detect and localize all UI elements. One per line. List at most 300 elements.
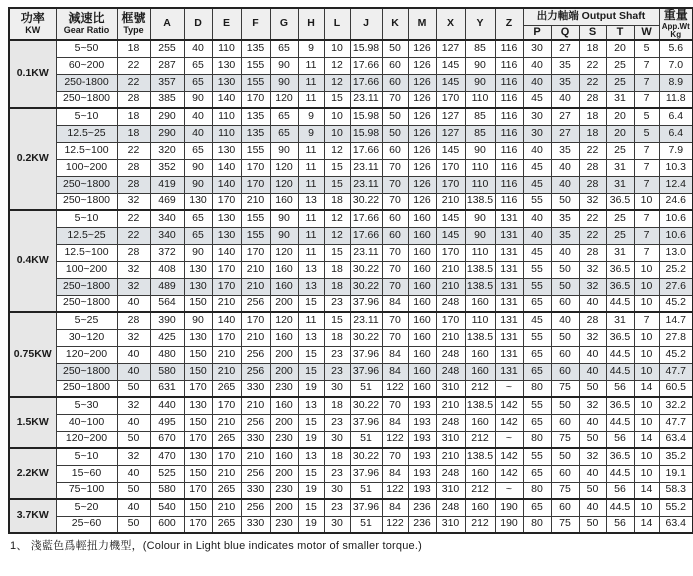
value-cell: 122 (382, 380, 408, 397)
value-cell: 15 (298, 414, 324, 431)
value-cell: 140 (212, 176, 241, 193)
value-cell: 150 (184, 363, 212, 380)
value-cell: 12 (324, 227, 350, 244)
value-cell: 50 (551, 278, 579, 295)
value-cell: 18 (324, 261, 350, 278)
value-cell: 138.5 (465, 329, 495, 346)
value-cell: 230 (270, 380, 298, 397)
value-cell: 90 (270, 57, 298, 74)
gear-ratio-cell: 5~10 (56, 108, 117, 125)
value-cell: 193 (408, 414, 436, 431)
value-cell: 60 (382, 142, 408, 159)
gear-ratio-cell: 15~60 (56, 465, 117, 482)
gear-ratio-cell: 5~10 (56, 210, 117, 227)
value-cell: 135 (241, 40, 270, 57)
value-cell: 155 (241, 210, 270, 227)
value-cell: 425 (150, 329, 184, 346)
value-cell: 90 (184, 244, 212, 261)
value-cell: 19 (298, 431, 324, 448)
value-cell: ~ (495, 380, 523, 397)
value-cell: 160 (465, 295, 495, 312)
value-cell: ~ (495, 482, 523, 499)
value-cell: 22 (117, 142, 150, 159)
value-cell: 85 (465, 108, 495, 125)
value-cell: 525 (150, 465, 184, 482)
value-cell: 75 (551, 380, 579, 397)
value-cell: 50 (551, 329, 579, 346)
value-cell: 130 (184, 261, 212, 278)
value-cell: 330 (241, 431, 270, 448)
value-cell: 70 (382, 448, 408, 465)
value-cell: 7 (634, 74, 659, 91)
gear-ratio-cell: 120~200 (56, 346, 117, 363)
value-cell: 28 (117, 244, 150, 261)
value-cell: 193 (408, 465, 436, 482)
value-cell: 116 (495, 193, 523, 210)
col-header-output-shaft: 出力軸端 Output Shaft (523, 8, 659, 25)
value-cell: 150 (184, 499, 212, 516)
value-cell: 290 (150, 108, 184, 125)
value-cell: 5 (634, 40, 659, 57)
value-cell: 55 (523, 193, 551, 210)
value-cell: 35 (551, 227, 579, 244)
table-row (9, 40, 693, 57)
value-cell: 116 (495, 125, 523, 142)
value-cell: 84 (382, 346, 408, 363)
value-cell: 256 (241, 499, 270, 516)
value-cell: 28 (117, 91, 150, 108)
value-cell: 36.5 (606, 278, 634, 295)
value-cell: 60 (551, 414, 579, 431)
value-cell: 480 (150, 346, 184, 363)
value-cell: 170 (241, 176, 270, 193)
value-cell: 160 (408, 244, 436, 261)
value-cell: 40 (579, 295, 606, 312)
value-cell: 35 (551, 74, 579, 91)
value-cell: 131 (495, 346, 523, 363)
value-cell: 12 (324, 57, 350, 74)
value-cell: 210 (241, 397, 270, 414)
value-cell: 110 (465, 312, 495, 329)
gear-ratio-cell: 250~1800 (56, 176, 117, 193)
value-cell: 50 (551, 448, 579, 465)
value-cell: 310 (436, 516, 465, 533)
value-cell: 84 (382, 499, 408, 516)
value-cell: 36.5 (606, 193, 634, 210)
header-label-zh: 減速比 (68, 11, 105, 26)
table-row (9, 261, 693, 278)
value-cell: 210 (212, 363, 241, 380)
value-cell: 120 (270, 159, 298, 176)
value-cell: 10 (324, 108, 350, 125)
value-cell: 469 (150, 193, 184, 210)
value-cell: 120 (270, 176, 298, 193)
value-cell: 170 (212, 448, 241, 465)
value-cell: 15 (324, 312, 350, 329)
table-row (9, 329, 693, 346)
value-cell: 40 (117, 414, 150, 431)
value-cell: 170 (184, 431, 212, 448)
value-cell: 7 (634, 142, 659, 159)
value-cell: 32 (117, 193, 150, 210)
value-cell: 40 (523, 227, 551, 244)
value-cell: 27 (551, 108, 579, 125)
value-cell: 256 (241, 363, 270, 380)
col-header-weight (659, 8, 693, 40)
value-cell: 110 (465, 176, 495, 193)
value-cell: 126 (408, 176, 436, 193)
value-cell: 14 (634, 380, 659, 397)
value-cell: 15.98 (350, 40, 382, 57)
value-cell: 310 (436, 431, 465, 448)
value-cell: 40 (117, 465, 150, 482)
value-cell: 90 (270, 210, 298, 227)
value-cell: 65 (523, 465, 551, 482)
value-cell: 22 (579, 227, 606, 244)
header-label-en: Type (123, 24, 144, 35)
value-cell: 56 (606, 431, 634, 448)
table-row (9, 74, 693, 91)
value-cell: 65 (270, 125, 298, 142)
value-cell: 212 (465, 482, 495, 499)
value-cell: 65 (270, 40, 298, 57)
table-row (9, 125, 693, 142)
value-cell: 155 (241, 142, 270, 159)
value-cell: 90 (270, 142, 298, 159)
value-cell: 25 (606, 74, 634, 91)
value-cell: 120 (270, 312, 298, 329)
value-cell: 60 (382, 227, 408, 244)
value-cell: 30 (324, 380, 350, 397)
value-cell: 287 (150, 57, 184, 74)
value-cell: 110 (212, 108, 241, 125)
value-cell: 11 (298, 74, 324, 91)
value-cell: 131 (495, 278, 523, 295)
value-cell: 51 (350, 380, 382, 397)
power-cell: 0.4KW (9, 210, 56, 312)
value-cell: 7 (634, 210, 659, 227)
value-cell: 40 (579, 363, 606, 380)
col-header-dim-J: J (350, 8, 382, 40)
value-cell: 210 (241, 193, 270, 210)
value-cell: 440 (150, 397, 184, 414)
col-header-dim-F: F (241, 8, 270, 40)
value-cell: 126 (408, 193, 436, 210)
weight-unit: Kg (670, 29, 682, 39)
value-cell: 44.5 (606, 465, 634, 482)
value-cell: 31 (606, 312, 634, 329)
value-cell: 120 (270, 91, 298, 108)
value-cell: 30 (324, 482, 350, 499)
value-cell: 44.5 (606, 414, 634, 431)
value-cell: 130 (184, 448, 212, 465)
value-cell: 45.2 (659, 295, 693, 312)
value-cell: 18 (324, 193, 350, 210)
value-cell: 50 (551, 193, 579, 210)
value-cell: 55.2 (659, 499, 693, 516)
value-cell: 265 (212, 380, 241, 397)
value-cell: 10 (324, 125, 350, 142)
value-cell: 200 (270, 499, 298, 516)
value-cell: 160 (465, 414, 495, 431)
value-cell: 131 (495, 329, 523, 346)
value-cell: 11 (298, 142, 324, 159)
value-cell: 65 (270, 108, 298, 125)
value-cell: 13 (298, 329, 324, 346)
value-cell: 236 (408, 516, 436, 533)
value-cell: 600 (150, 516, 184, 533)
value-cell: 210 (212, 499, 241, 516)
value-cell: 160 (270, 397, 298, 414)
value-cell: 40 (551, 312, 579, 329)
col-header-shaft-T: T (606, 25, 634, 40)
value-cell: 10 (634, 499, 659, 516)
value-cell: 193 (408, 397, 436, 414)
value-cell: 150 (184, 346, 212, 363)
value-cell: 200 (270, 346, 298, 363)
value-cell: 13 (298, 278, 324, 295)
value-cell: 32 (579, 397, 606, 414)
value-cell: 23.11 (350, 176, 382, 193)
value-cell: 32 (117, 397, 150, 414)
col-header-dim-L: L (324, 8, 350, 40)
value-cell: 248 (436, 295, 465, 312)
value-cell: 44.5 (606, 295, 634, 312)
weight-label-zh: 重量 (663, 8, 688, 23)
value-cell: 138.5 (465, 261, 495, 278)
col-header-shaft-P: P (523, 25, 551, 40)
gear-ratio-cell: 250~1800 (56, 91, 117, 108)
value-cell: 10 (634, 448, 659, 465)
value-cell: 40 (523, 142, 551, 159)
value-cell: 210 (241, 261, 270, 278)
value-cell: 131 (495, 244, 523, 261)
value-cell: 55 (523, 261, 551, 278)
gear-ratio-cell: 12.5~100 (56, 142, 117, 159)
value-cell: 24.6 (659, 193, 693, 210)
value-cell: 17.66 (350, 74, 382, 91)
value-cell: 200 (270, 414, 298, 431)
value-cell: 75 (551, 516, 579, 533)
value-cell: 47.7 (659, 363, 693, 380)
value-cell: 17.66 (350, 210, 382, 227)
value-cell: 50 (382, 108, 408, 125)
value-cell: 19 (298, 516, 324, 533)
value-cell: 5.6 (659, 40, 693, 57)
value-cell: 110 (465, 159, 495, 176)
value-cell: 17.66 (350, 142, 382, 159)
value-cell: 40 (579, 499, 606, 516)
value-cell: 142 (495, 414, 523, 431)
power-cell: 0.1KW (9, 40, 56, 108)
value-cell: 84 (382, 295, 408, 312)
col-header-dim-G: G (270, 8, 298, 40)
value-cell: 23 (324, 465, 350, 482)
value-cell: 50 (551, 397, 579, 414)
value-cell: 116 (495, 74, 523, 91)
value-cell: 193 (408, 448, 436, 465)
gear-ratio-cell: 250~1800 (56, 363, 117, 380)
value-cell: 127 (436, 108, 465, 125)
value-cell: 32 (579, 278, 606, 295)
value-cell: 170 (436, 244, 465, 261)
value-cell: 170 (184, 380, 212, 397)
value-cell: 210 (212, 414, 241, 431)
value-cell: 110 (212, 125, 241, 142)
table-header (9, 8, 693, 40)
value-cell: 55 (523, 329, 551, 346)
value-cell: 28 (579, 312, 606, 329)
table-row (9, 227, 693, 244)
value-cell: 40 (184, 40, 212, 57)
value-cell: 126 (408, 74, 436, 91)
value-cell: 160 (408, 312, 436, 329)
value-cell: 17.66 (350, 227, 382, 244)
col-header-dim-K: K (382, 8, 408, 40)
value-cell: 50 (579, 380, 606, 397)
value-cell: 248 (436, 363, 465, 380)
value-cell: 28 (117, 159, 150, 176)
value-cell: 36.5 (606, 261, 634, 278)
power-cell: 2.2KW (9, 448, 56, 499)
value-cell: 580 (150, 363, 184, 380)
value-cell: 55 (523, 278, 551, 295)
value-cell: 70 (382, 91, 408, 108)
value-cell: 14 (634, 516, 659, 533)
value-cell: 160 (408, 380, 436, 397)
value-cell: 495 (150, 414, 184, 431)
value-cell: 40 (523, 57, 551, 74)
value-cell: 155 (241, 57, 270, 74)
value-cell: 13.0 (659, 244, 693, 261)
value-cell: 19 (298, 482, 324, 499)
value-cell: 385 (150, 91, 184, 108)
value-cell: 11 (298, 312, 324, 329)
value-cell: 9 (298, 125, 324, 142)
value-cell: 40 (184, 125, 212, 142)
value-cell: 265 (212, 482, 241, 499)
value-cell: 140 (212, 91, 241, 108)
value-cell: 70 (382, 329, 408, 346)
value-cell: 290 (150, 125, 184, 142)
value-cell: 13 (298, 261, 324, 278)
value-cell: 210 (436, 278, 465, 295)
value-cell: 142 (495, 465, 523, 482)
value-cell: 45 (523, 176, 551, 193)
value-cell: 116 (495, 40, 523, 57)
value-cell: 120 (270, 244, 298, 261)
gear-ratio-cell: 100~200 (56, 159, 117, 176)
value-cell: 248 (436, 414, 465, 431)
col-header-dim-X: X (436, 8, 465, 40)
value-cell: 212 (465, 431, 495, 448)
value-cell: 27.8 (659, 329, 693, 346)
value-cell: 40 (117, 499, 150, 516)
value-cell: 142 (495, 448, 523, 465)
value-cell: 65 (523, 363, 551, 380)
value-cell: 65 (523, 499, 551, 516)
value-cell: 170 (241, 312, 270, 329)
value-cell: 255 (150, 40, 184, 57)
col-header-dim-D: D (184, 8, 212, 40)
value-cell: 31 (606, 176, 634, 193)
value-cell: 7 (634, 227, 659, 244)
value-cell: 35 (551, 142, 579, 159)
value-cell: 50 (117, 380, 150, 397)
value-cell: 90 (184, 176, 212, 193)
value-cell: 32 (117, 329, 150, 346)
value-cell: 15 (298, 295, 324, 312)
value-cell: 15 (324, 176, 350, 193)
value-cell: 330 (241, 516, 270, 533)
value-cell: 90 (465, 74, 495, 91)
value-cell: 37.96 (350, 465, 382, 482)
value-cell: 145 (436, 210, 465, 227)
value-cell: 110 (465, 244, 495, 261)
value-cell: 126 (408, 57, 436, 74)
value-cell: 13 (298, 397, 324, 414)
col-header-shaft-Q: Q (551, 25, 579, 40)
table-row (9, 295, 693, 312)
value-cell: 330 (241, 380, 270, 397)
value-cell: 40 (184, 108, 212, 125)
value-cell: 138.5 (465, 278, 495, 295)
col-header-dim-H: H (298, 8, 324, 40)
value-cell: 60 (382, 210, 408, 227)
power-cell: 3.7KW (9, 499, 56, 533)
value-cell: 10.3 (659, 159, 693, 176)
col-header-dim-M: M (408, 8, 436, 40)
value-cell: 18 (324, 397, 350, 414)
value-cell: 32 (117, 261, 150, 278)
value-cell: 80 (523, 431, 551, 448)
value-cell: 352 (150, 159, 184, 176)
value-cell: 210 (212, 295, 241, 312)
value-cell: 18 (117, 108, 150, 125)
value-cell: 130 (212, 74, 241, 91)
value-cell: 32 (117, 448, 150, 465)
gear-ratio-cell: 30~120 (56, 329, 117, 346)
value-cell: 631 (150, 380, 184, 397)
value-cell: 193 (408, 431, 436, 448)
value-cell: 37.96 (350, 295, 382, 312)
value-cell: 10 (634, 295, 659, 312)
value-cell: 10 (634, 346, 659, 363)
value-cell: 31 (606, 244, 634, 261)
value-cell: 131 (495, 210, 523, 227)
value-cell: 58.3 (659, 482, 693, 499)
value-cell: 256 (241, 465, 270, 482)
value-cell: 28 (117, 176, 150, 193)
value-cell: 142 (495, 397, 523, 414)
value-cell: 11 (298, 227, 324, 244)
gear-ratio-cell: 75~100 (56, 482, 117, 499)
value-cell: 11 (298, 159, 324, 176)
table-row (9, 176, 693, 193)
value-cell: 127 (436, 40, 465, 57)
value-cell: 256 (241, 346, 270, 363)
value-cell: 131 (495, 312, 523, 329)
header-label-en: Gear Ratio (63, 24, 110, 35)
value-cell: 11 (298, 176, 324, 193)
table-row (9, 482, 693, 499)
gear-ratio-cell: 250-1800 (56, 74, 117, 91)
value-cell: 130 (212, 227, 241, 244)
value-cell: 40 (551, 159, 579, 176)
value-cell: 6.4 (659, 108, 693, 125)
value-cell: 65 (184, 227, 212, 244)
value-cell: 50 (551, 261, 579, 278)
